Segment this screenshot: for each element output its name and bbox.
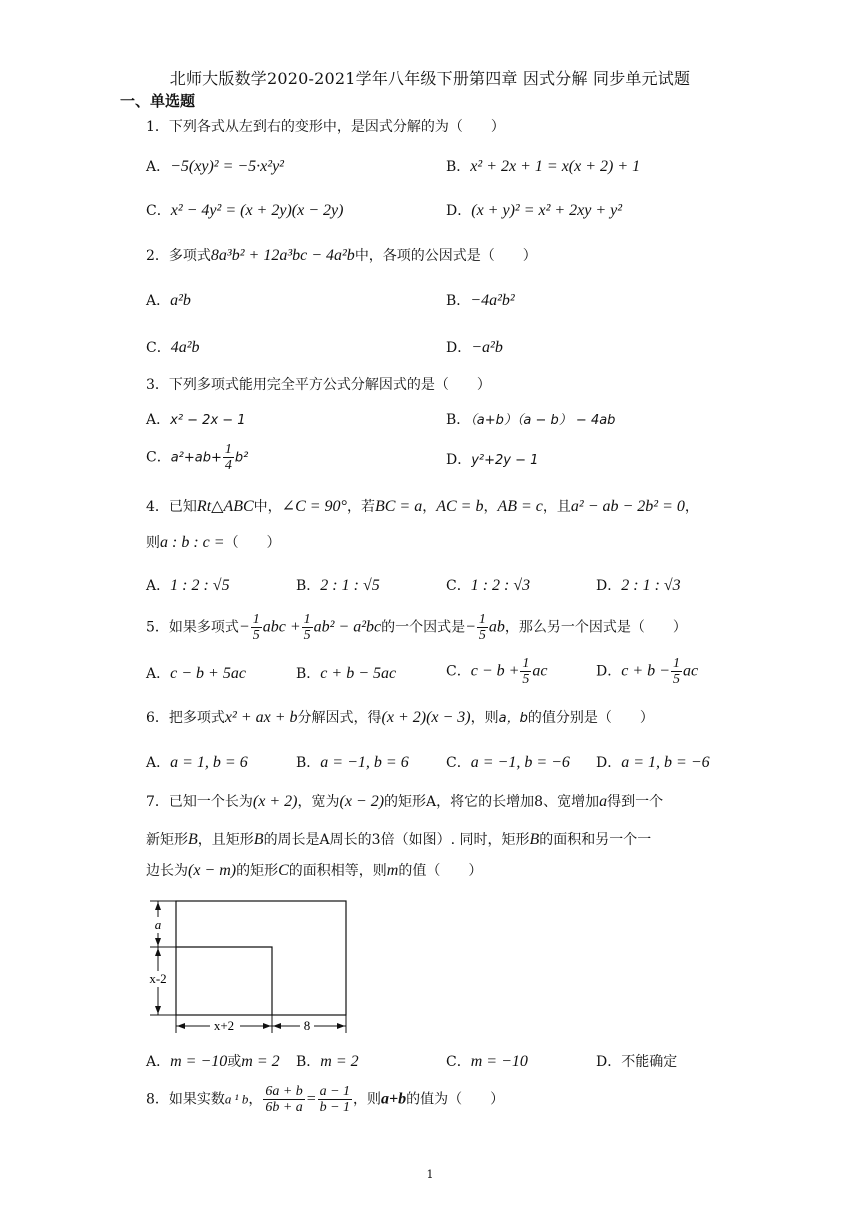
question-8-stem: 8．如果实数a ¹ b， $\frac{6a + b}{6b + a}$ = $\frac{a - 1}{b - 1}$ ，则a+b的值为（ ） xyxy=(146,1084,505,1115)
question-2-stem: 2．多项式8a³b² + 12a³bc − 4a²b中，各项的公因式是（ ） xyxy=(146,247,537,264)
question-7-line2: 新矩形B，且矩形B的周长是A周长的3倍（如图）. 同时，矩形B的面积和另一个一 xyxy=(146,831,652,848)
question-1-stem: 1．下列各式从左到右的变形中，是因式分解的为（ ） xyxy=(146,119,505,135)
q7-option-b: B．m = 2 xyxy=(296,1053,359,1070)
q6-option-a: A．a = 1, b = 6 xyxy=(146,754,248,771)
q6-option-b: B．a = −1, b = 6 xyxy=(296,754,409,771)
q5-option-c: C．c − b + $\frac{1}{5}$ ac xyxy=(446,656,548,687)
question-7-line3: 边长为(x − m)的矩形C的面积相等，则m的值（ ） xyxy=(146,862,483,879)
q7-option-a: A．m = −10或m = 2 xyxy=(146,1053,280,1070)
document-title: 北师大版数学2020-2021学年八年级下册第四章 因式分解 同步单元试题 xyxy=(169,69,691,88)
q1-option-b: B．x² + 2x + 1 = x(x + 2) + 1 xyxy=(446,158,641,175)
question-4-stem-line2: 则a : b : c =（ ） xyxy=(146,534,281,551)
q2-option-b: B．−4a²b² xyxy=(446,292,515,309)
q7-option-d: D．不能确定 xyxy=(596,1054,678,1070)
q7-option-c: C．m = −10 xyxy=(446,1053,528,1070)
q5-option-a: A．c − b + 5ac xyxy=(146,665,246,682)
q1-option-a: A．−5(xy)² = −5·x²y² xyxy=(146,158,284,175)
question-6-stem: 6．把多项式x² + ax + b分解因式，得(x + 2)(x − 3)，则a，b的值分别是（ ） xyxy=(146,709,654,726)
q4-option-b: B．2 : 1 : √5 xyxy=(296,577,380,594)
fraction: $\frac{1}{4}$ xyxy=(224,442,232,473)
q5-option-d: D．c + b − $\frac{1}{5}$ ac xyxy=(596,656,699,687)
q6-option-c: C．a = −1, b = −6 xyxy=(446,754,570,771)
label-x-plus-2: x+2 xyxy=(213,1018,235,1033)
label-x-minus-2: x-2 xyxy=(149,971,167,986)
q5-option-b: B．c + b − 5ac xyxy=(296,665,397,682)
q3-option-b: B．（a+b）（a − b） − 4ab xyxy=(446,412,616,428)
q2-option-c: C．4a²b xyxy=(146,339,200,356)
label-a: a xyxy=(154,917,162,932)
page-number: 1 xyxy=(426,1168,434,1181)
q4-option-d: D．2 : 1 : √3 xyxy=(596,577,681,594)
q3-option-d: D．y²+2y − 1 xyxy=(446,452,539,468)
question-3-stem: 3．下列多项式能用完全平方公式分解因式的是（ ） xyxy=(146,377,491,393)
question-4-stem-line1: 4．已知Rt△ABC中，∠C = 90°，若BC = a，AC = b，AB = c，且a² − ab − 2b² = 0， xyxy=(146,498,699,515)
label-8: 8 xyxy=(303,1018,311,1033)
question-5-stem: 5．如果多项式− $\frac{1}{5}$ abc + $\frac{1}{5}$ ab² − a²bc的一个因式是− $\frac{1}{5}$ ab，那么另一个因式是（ ） xyxy=(146,612,687,643)
q1-option-d: D．(x + y)² = x² + 2xy + y² xyxy=(446,202,623,219)
q2-option-d: D．−a²b xyxy=(446,339,503,356)
q4-option-c: C．1 : 2 : √3 xyxy=(446,577,531,594)
question-7-line1: 7．已知一个长为(x + 2)，宽为(x − 2)的矩形A，将它的长增加8、宽增加a得到一个 xyxy=(146,793,664,810)
q4-option-a: A．1 : 2 : √5 xyxy=(146,577,230,594)
rectangle-figure xyxy=(142,895,352,1035)
q3-option-a: A．x² − 2x − 1 xyxy=(146,412,246,428)
q2-option-a: A．a²b xyxy=(146,292,191,309)
q1-option-c: C．x² − 4y² = (x + 2y)(x − 2y) xyxy=(146,202,344,219)
q6-option-d: D．a = 1, b = −6 xyxy=(596,754,710,771)
q3-option-c: C．a²+ab+ $\frac{1}{4}$ b² xyxy=(146,442,249,473)
section-heading: 一、单选题 xyxy=(120,92,196,110)
